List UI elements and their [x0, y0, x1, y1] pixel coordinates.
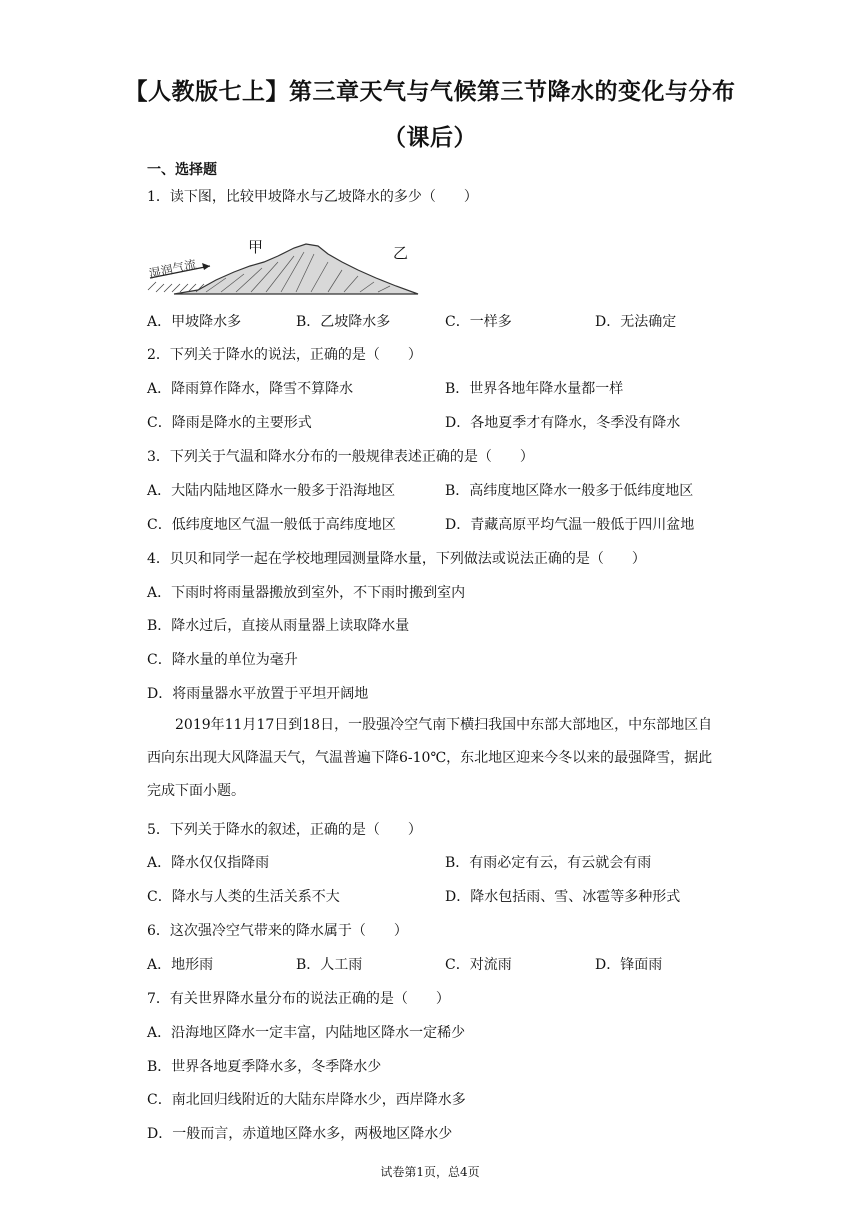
question-2-stem: 2．下列关于降水的说法，正确的是（ ）	[147, 347, 422, 363]
page-title: 【人教版七上】第三章天气与气候第三节降水的变化与分布	[124, 79, 736, 105]
q2-option-c: C．降雨是降水的主要形式	[147, 415, 312, 431]
airflow-label: 湿润气流	[147, 257, 198, 281]
q5-option-b: B．有雨必定有云，有云就会有雨	[445, 855, 652, 871]
page-footer: 试卷第1页，总4页	[380, 1165, 480, 1179]
mountain-figure	[146, 232, 428, 300]
q2-option-a: A．降雨算作降水，降雪不算降水	[147, 381, 354, 397]
q5-option-a: A．降水仅仅指降雨	[147, 855, 270, 871]
section-heading: 一、选择题	[147, 162, 217, 178]
question-5-stem: 5．下列关于降水的叙述，正确的是（ ）	[147, 822, 422, 838]
q5-option-d: D．降水包括雨、雪、冰雹等多种形式	[445, 889, 681, 905]
q7-option-b: B．世界各地夏季降水多，冬季降水少	[147, 1059, 382, 1075]
q7-option-c: C．南北回归线附近的大陆东岸降水少，西岸降水多	[147, 1092, 466, 1108]
q1-option-c: C．一样多	[445, 314, 512, 330]
q6-option-d: D．锋面雨	[595, 957, 663, 973]
q3-option-a: A．大陆内陆地区降水一般多于沿海地区	[147, 483, 396, 499]
question-4-stem: 4．贝贝和同学一起在学校地理园测量降水量，下列做法或说法正确的是（ ）	[147, 551, 646, 567]
question-7-stem: 7．有关世界降水量分布的说法正确的是（ ）	[147, 991, 450, 1007]
label-yi: 乙	[393, 244, 409, 262]
reading-passage: 2019年11月17日到18日，一股强冷空气南下横扫我国中东部大部地区，中东部地区自西向东出现大风降温天气，气温普遍下降6-10℃，东北地区迎来今冬以来的最强降雪，据此完成下面小题。	[147, 717, 713, 799]
q5-option-c: C．降水与人类的生活关系不大	[147, 889, 340, 905]
q4-option-a: A．下雨时将雨量器搬放到室外，不下雨时搬到室内	[147, 585, 466, 601]
q1-option-d: D．无法确定	[595, 314, 677, 330]
question-6-stem: 6．这次强冷空气带来的降水属于（ ）	[147, 923, 408, 939]
q3-option-c: C．低纬度地区气温一般低于高纬度地区	[147, 517, 396, 533]
q2-option-d: D．各地夏季才有降水，冬季没有降水	[445, 415, 681, 431]
q4-option-d: D．将雨量器水平放置于平坦开阔地	[147, 686, 369, 702]
q4-option-b: B．降水过后，直接从雨量器上读取降水量	[147, 618, 410, 634]
question-3-stem: 3．下列关于气温和降水分布的一般规律表述正确的是（ ）	[147, 449, 534, 465]
q7-option-a: A．沿海地区降水一定丰富，内陆地区降水一定稀少	[147, 1025, 466, 1041]
page-subtitle: （课后）	[383, 125, 477, 151]
label-jia: 甲	[248, 238, 264, 256]
q1-option-b: B．乙坡降水多	[296, 314, 391, 330]
q7-option-d: D．一般而言，赤道地区降水多，两极地区降水少	[147, 1126, 453, 1142]
q3-option-d: D．青藏高原平均气温一般低于四川盆地	[445, 517, 695, 533]
q4-option-c: C．降水量的单位为毫升	[147, 652, 298, 668]
q6-option-c: C．对流雨	[445, 957, 512, 973]
q1-option-a: A．甲坡降水多	[147, 314, 242, 330]
q6-option-b: B．人工雨	[296, 957, 363, 973]
mountain-shape	[174, 244, 418, 294]
question-1-stem: 1．读下图，比较甲坡降水与乙坡降水的多少（ ）	[147, 189, 478, 205]
q3-option-b: B．高纬度地区降水一般多于低纬度地区	[445, 483, 694, 499]
q6-option-a: A．地形雨	[147, 957, 214, 973]
q2-option-b: B．世界各地年降水量都一样	[445, 381, 624, 397]
